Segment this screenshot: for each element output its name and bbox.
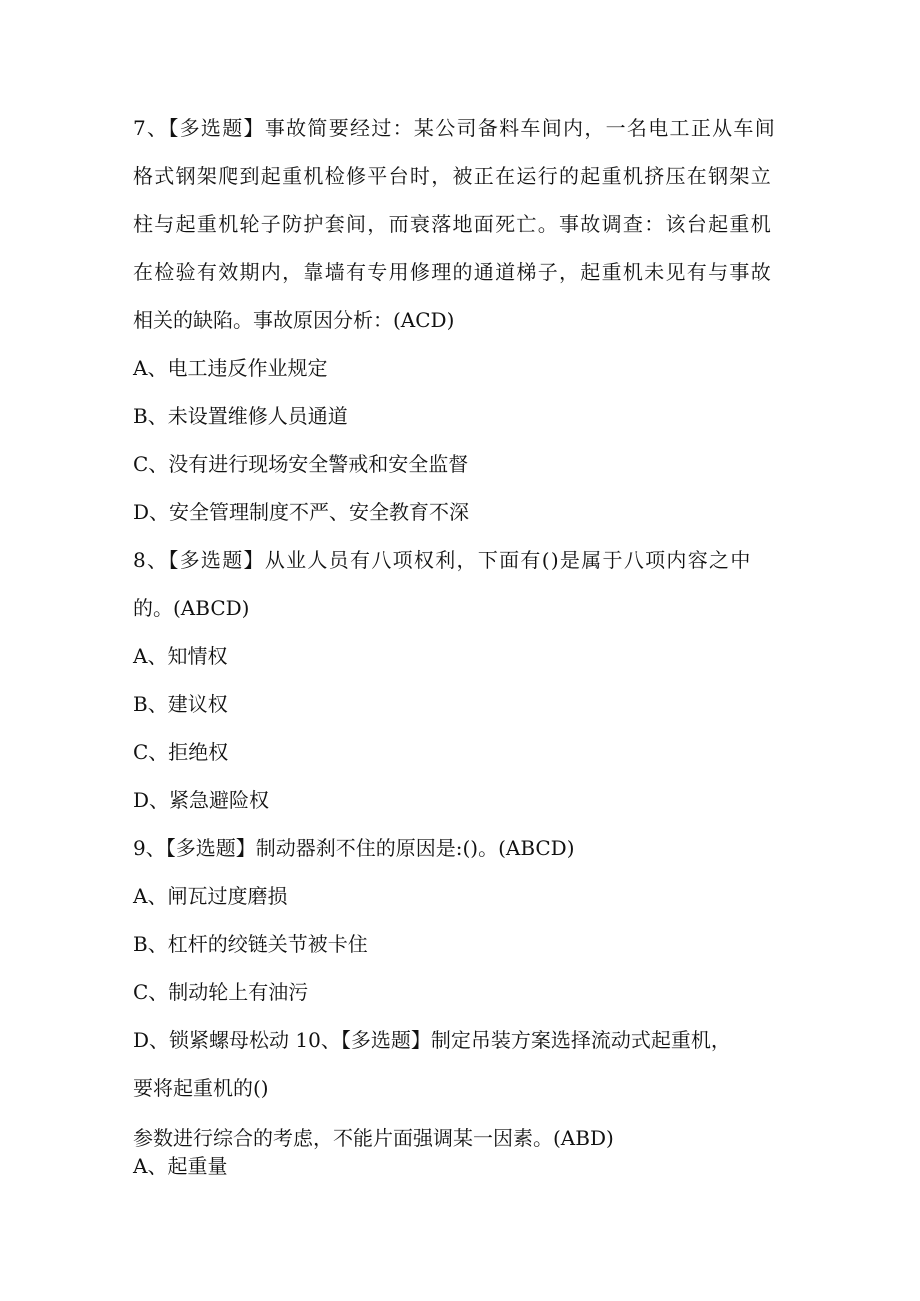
question-7-option-a: A、电工违反作业规定 <box>133 356 328 380</box>
question-7-text-line-3: 柱与起重机轮子防护套间，而衰落地面死亡。事故调查：该台起重机 <box>133 212 772 236</box>
question-10-text-line-3: 参数进行综合的考虑，不能片面强调某一因素。(ABD) <box>133 1126 614 1150</box>
question-7-option-b: B、未设置维修人员通道 <box>133 404 348 428</box>
question-7-option-c: C、没有进行现场安全警戒和安全监督 <box>133 452 469 476</box>
question-8-option-a: A、知情权 <box>133 644 228 668</box>
question-9-text: 9、【多选题】制动器刹不住的原因是:()。(ABCD) <box>133 836 575 860</box>
question-10-option-a: A、起重量 <box>133 1154 228 1178</box>
question-7-option-d: D、安全管理制度不严、安全教育不深 <box>133 500 470 524</box>
question-8-option-d: D、紧急避险权 <box>133 788 270 812</box>
question-8-option-c: C、拒绝权 <box>133 740 229 764</box>
question-7-text-line-1: 7、【多选题】事故简要经过：某公司备料车间内，一名电工正从车间 <box>133 116 777 140</box>
question-8-option-b: B、建议权 <box>133 692 228 716</box>
question-8-text-line-1: 8、【多选题】从业人员有八项权利，下面有()是属于八项内容之中 <box>133 548 752 572</box>
question-8-text-line-2: 的。(ABCD) <box>133 596 250 620</box>
question-7-text-line-4: 在检验有效期内，靠墙有专用修理的通道梯子，起重机未见有与事故 <box>133 260 772 284</box>
question-7-text-line-5: 相关的缺陷。事故原因分析：(ACD) <box>133 308 455 332</box>
question-9-option-a: A、闸瓦过度磨损 <box>133 884 288 908</box>
question-9-option-d-and-question-10-start: D、锁紧螺母松动 10、【多选题】制定吊装方案选择流动式起重机， <box>133 1028 731 1052</box>
question-7-text-line-2: 格式钢架爬到起重机检修平台时，被正在运行的起重机挤压在钢架立 <box>133 164 772 188</box>
question-9-option-b: B、杠杆的绞链关节被卡住 <box>133 932 368 956</box>
question-9-option-c: C、制动轮上有油污 <box>133 980 309 1004</box>
question-10-text-line-2: 要将起重机的() <box>133 1076 269 1100</box>
